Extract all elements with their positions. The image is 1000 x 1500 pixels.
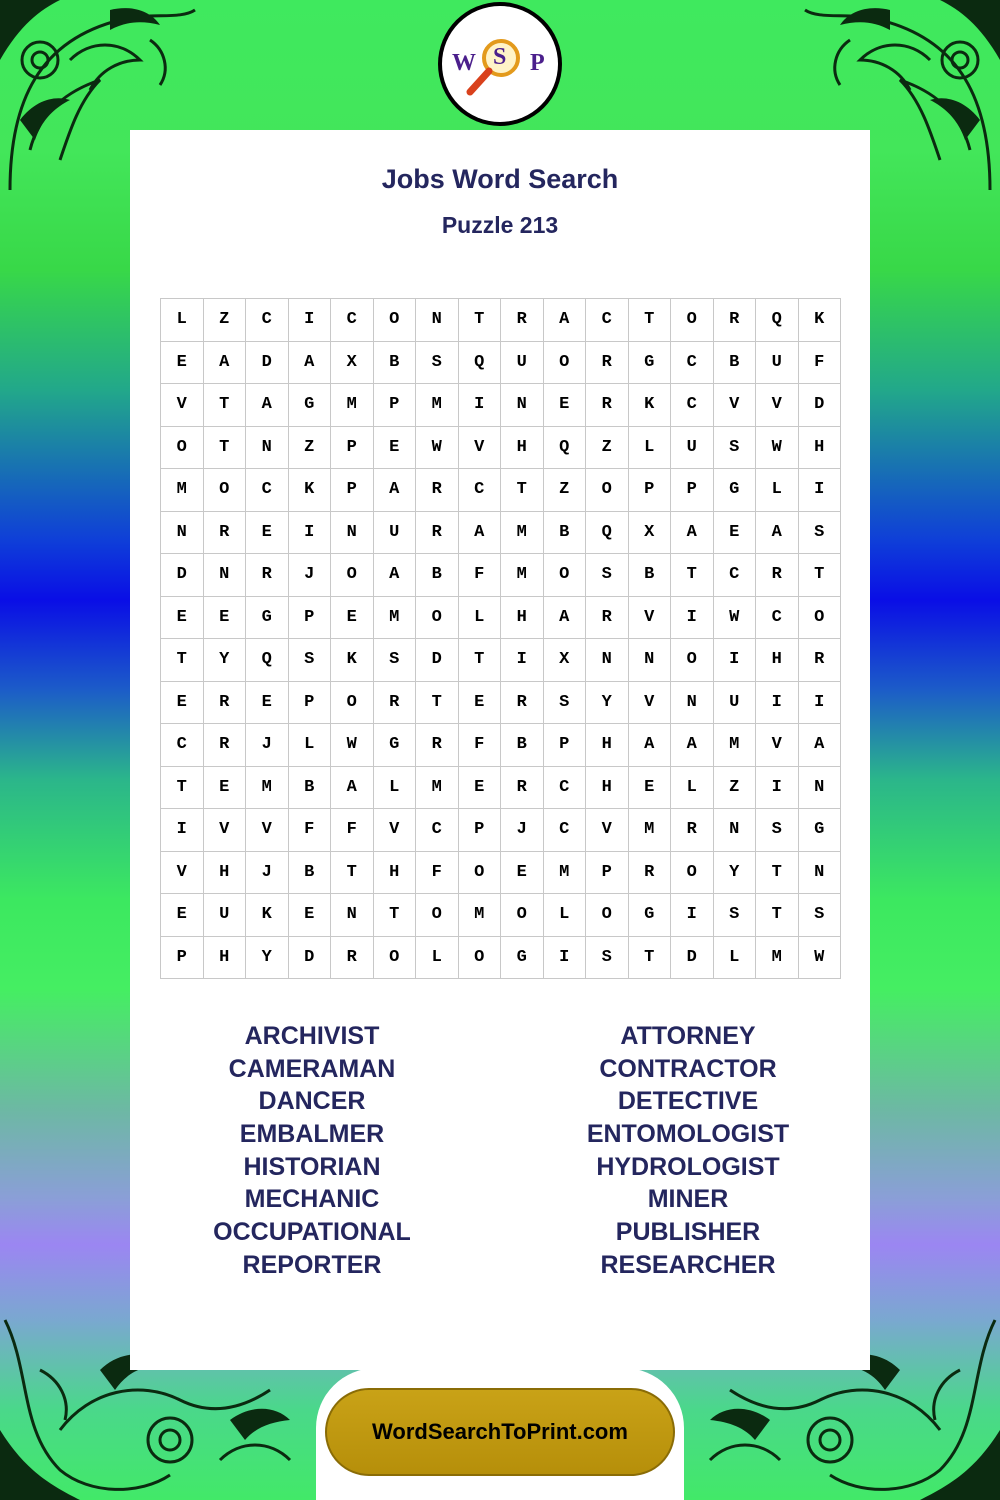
grid-cell[interactable]: A	[544, 597, 587, 640]
grid-cell[interactable]: L	[756, 469, 799, 512]
word-list-item: PUBLISHER	[615, 1218, 761, 1247]
grid-cell[interactable]: D	[671, 937, 714, 980]
grid-cell[interactable]: V	[586, 809, 629, 852]
grid-cell[interactable]: R	[204, 724, 247, 767]
grid-cell[interactable]: H	[756, 639, 799, 682]
grid-cell[interactable]: Q	[246, 639, 289, 682]
grid-cell[interactable]: O	[544, 554, 587, 597]
grid-cell[interactable]: L	[416, 937, 459, 980]
grid-cell[interactable]: O	[374, 299, 417, 342]
grid-cell[interactable]: A	[459, 512, 502, 555]
grid-cell[interactable]: H	[586, 767, 629, 810]
grid-cell[interactable]: C	[246, 299, 289, 342]
grid-cell[interactable]: A	[756, 512, 799, 555]
grid-cell[interactable]: N	[331, 512, 374, 555]
grid-cell[interactable]: B	[289, 852, 332, 895]
grid-cell[interactable]: E	[161, 342, 204, 385]
grid-cell[interactable]: W	[714, 597, 757, 640]
grid-cell[interactable]: I	[756, 767, 799, 810]
grid-cell[interactable]: O	[671, 639, 714, 682]
grid-cell[interactable]: C	[544, 809, 587, 852]
grid-cell[interactable]: M	[501, 512, 544, 555]
grid-cell[interactable]: I	[671, 894, 714, 937]
grid-cell[interactable]: M	[416, 384, 459, 427]
grid-cell[interactable]: Q	[459, 342, 502, 385]
grid-cell[interactable]: E	[204, 597, 247, 640]
grid-cell[interactable]: L	[544, 894, 587, 937]
grid-cell[interactable]: E	[629, 767, 672, 810]
grid-cell[interactable]: P	[671, 469, 714, 512]
grid-cell[interactable]: T	[331, 852, 374, 895]
grid-cell[interactable]: S	[714, 427, 757, 470]
grid-cell[interactable]: A	[331, 767, 374, 810]
grid-cell[interactable]: T	[459, 299, 502, 342]
grid-cell[interactable]: R	[629, 852, 672, 895]
grid-cell[interactable]: G	[629, 342, 672, 385]
grid-cell[interactable]: O	[544, 342, 587, 385]
grid-cell[interactable]: N	[161, 512, 204, 555]
grid-cell[interactable]: T	[671, 554, 714, 597]
grid-cell[interactable]: U	[374, 512, 417, 555]
grid-cell[interactable]: R	[204, 682, 247, 725]
grid-cell[interactable]: K	[246, 894, 289, 937]
grid-cell[interactable]: B	[289, 767, 332, 810]
grid-cell[interactable]: V	[756, 724, 799, 767]
grid-cell[interactable]: Z	[204, 299, 247, 342]
grid-cell[interactable]: Q	[544, 427, 587, 470]
grid-cell[interactable]: U	[714, 682, 757, 725]
grid-cell[interactable]: E	[161, 894, 204, 937]
grid-cell[interactable]: D	[799, 384, 842, 427]
grid-cell[interactable]: N	[204, 554, 247, 597]
grid-cell[interactable]: O	[459, 852, 502, 895]
grid-cell[interactable]: X	[331, 342, 374, 385]
grid-cell[interactable]: I	[799, 682, 842, 725]
grid-cell[interactable]: O	[799, 597, 842, 640]
grid-cell[interactable]: R	[671, 809, 714, 852]
grid-cell[interactable]: U	[671, 427, 714, 470]
grid-cell[interactable]: O	[161, 427, 204, 470]
grid-cell[interactable]: E	[544, 384, 587, 427]
grid-cell[interactable]: N	[586, 639, 629, 682]
grid-cell[interactable]: C	[416, 809, 459, 852]
grid-cell[interactable]: N	[714, 809, 757, 852]
grid-cell[interactable]: O	[671, 852, 714, 895]
grid-cell[interactable]: N	[671, 682, 714, 725]
grid-cell[interactable]: C	[586, 299, 629, 342]
grid-cell[interactable]: B	[544, 512, 587, 555]
grid-cell[interactable]: N	[331, 894, 374, 937]
grid-cell[interactable]: W	[756, 427, 799, 470]
grid-cell[interactable]: B	[629, 554, 672, 597]
word-list-item: OCCUPATIONAL	[213, 1218, 411, 1247]
grid-cell[interactable]: H	[501, 427, 544, 470]
grid-cell[interactable]: J	[246, 852, 289, 895]
grid-cell[interactable]: C	[671, 342, 714, 385]
grid-cell[interactable]: W	[331, 724, 374, 767]
grid-cell[interactable]: P	[331, 427, 374, 470]
grid-cell[interactable]: I	[714, 639, 757, 682]
grid-cell[interactable]: S	[586, 937, 629, 980]
grid-cell[interactable]: F	[459, 724, 502, 767]
grid-cell[interactable]: X	[629, 512, 672, 555]
grid-cell[interactable]: N	[416, 299, 459, 342]
grid-cell[interactable]: A	[204, 342, 247, 385]
grid-cell[interactable]: M	[459, 894, 502, 937]
grid-cell[interactable]: Y	[246, 937, 289, 980]
grid-cell[interactable]: F	[416, 852, 459, 895]
grid-cell[interactable]: B	[416, 554, 459, 597]
grid-cell[interactable]: V	[629, 597, 672, 640]
grid-cell[interactable]: V	[161, 852, 204, 895]
grid-cell[interactable]: I	[756, 682, 799, 725]
grid-cell[interactable]: B	[714, 342, 757, 385]
grid-cell[interactable]: S	[714, 894, 757, 937]
grid-cell[interactable]: G	[799, 809, 842, 852]
grid-cell[interactable]: R	[416, 724, 459, 767]
grid-cell[interactable]: R	[586, 597, 629, 640]
grid-cell[interactable]: I	[671, 597, 714, 640]
grid-cell[interactable]: E	[459, 682, 502, 725]
grid-cell[interactable]: I	[289, 512, 332, 555]
grid-cell[interactable]: A	[289, 342, 332, 385]
grid-cell[interactable]: H	[374, 852, 417, 895]
grid-cell[interactable]: M	[714, 724, 757, 767]
word-list-item: DETECTIVE	[617, 1087, 759, 1116]
grid-cell[interactable]: W	[416, 427, 459, 470]
grid-cell[interactable]: L	[374, 767, 417, 810]
logo-letter-s: S	[493, 44, 507, 70]
page-title: Jobs Word Search	[381, 164, 619, 194]
grid-cell[interactable]: S	[374, 639, 417, 682]
grid-cell[interactable]: V	[246, 809, 289, 852]
grid-cell[interactable]: I	[459, 384, 502, 427]
grid-cell[interactable]: A	[799, 724, 842, 767]
grid-cell[interactable]: O	[331, 554, 374, 597]
grid-cell[interactable]: T	[416, 682, 459, 725]
grid-cell[interactable]: L	[714, 937, 757, 980]
grid-cell[interactable]: O	[586, 894, 629, 937]
grid-cell[interactable]: S	[586, 554, 629, 597]
grid-cell[interactable]: H	[204, 852, 247, 895]
grid-cell[interactable]: V	[374, 809, 417, 852]
grid-cell[interactable]: R	[416, 512, 459, 555]
grid-cell[interactable]: S	[289, 639, 332, 682]
grid-cell[interactable]: R	[416, 469, 459, 512]
grid-cell[interactable]: K	[331, 639, 374, 682]
grid-cell[interactable]: K	[799, 299, 842, 342]
word-list-left	[162, 1020, 462, 1282]
grid-cell[interactable]: I	[799, 469, 842, 512]
grid-cell[interactable]: E	[331, 597, 374, 640]
grid-cell[interactable]: P	[544, 724, 587, 767]
grid-cell[interactable]: L	[629, 427, 672, 470]
grid-cell[interactable]: O	[204, 469, 247, 512]
letter-grid	[160, 298, 841, 979]
grid-cell[interactable]: M	[501, 554, 544, 597]
grid-cell[interactable]: C	[331, 299, 374, 342]
grid-cell[interactable]: F	[289, 809, 332, 852]
word-list-item: ENTOMOLOGIST	[586, 1120, 790, 1149]
grid-cell[interactable]: V	[459, 427, 502, 470]
grid-cell[interactable]: T	[459, 639, 502, 682]
grid-cell[interactable]: H	[204, 937, 247, 980]
grid-cell[interactable]: V	[756, 384, 799, 427]
grid-cell[interactable]: N	[799, 767, 842, 810]
grid-cell[interactable]: O	[671, 299, 714, 342]
grid-cell[interactable]: C	[714, 554, 757, 597]
grid-cell[interactable]: H	[586, 724, 629, 767]
grid-cell[interactable]: U	[756, 342, 799, 385]
grid-cell[interactable]: A	[544, 299, 587, 342]
grid-cell[interactable]: Q	[756, 299, 799, 342]
grid-cell[interactable]: T	[629, 299, 672, 342]
logo-badge	[442, 6, 558, 122]
grid-cell[interactable]: F	[331, 809, 374, 852]
grid-cell[interactable]: A	[374, 554, 417, 597]
grid-cell[interactable]: F	[459, 554, 502, 597]
grid-cell[interactable]: M	[544, 852, 587, 895]
grid-cell[interactable]: E	[501, 852, 544, 895]
grid-cell[interactable]: T	[799, 554, 842, 597]
grid-cell[interactable]: Q	[586, 512, 629, 555]
logo-letter-w: W	[452, 50, 476, 76]
grid-cell[interactable]: C	[246, 469, 289, 512]
grid-cell[interactable]: N	[799, 852, 842, 895]
grid-cell[interactable]: S	[416, 342, 459, 385]
grid-cell[interactable]: C	[161, 724, 204, 767]
grid-cell[interactable]: A	[671, 724, 714, 767]
grid-cell[interactable]: Y	[204, 639, 247, 682]
grid-cell[interactable]: M	[374, 597, 417, 640]
grid-cell[interactable]: R	[246, 554, 289, 597]
grid-cell[interactable]: G	[629, 894, 672, 937]
grid-cell[interactable]: U	[204, 894, 247, 937]
grid-cell[interactable]: P	[629, 469, 672, 512]
grid-cell[interactable]: T	[204, 384, 247, 427]
logo-letter-p: P	[530, 50, 545, 76]
grid-cell[interactable]: V	[161, 384, 204, 427]
grid-cell[interactable]: M	[246, 767, 289, 810]
grid-cell[interactable]: P	[586, 852, 629, 895]
grid-cell[interactable]: K	[629, 384, 672, 427]
grid-cell[interactable]: E	[714, 512, 757, 555]
grid-cell[interactable]: R	[501, 682, 544, 725]
grid-cell[interactable]: R	[501, 299, 544, 342]
grid-cell[interactable]: A	[629, 724, 672, 767]
grid-cell[interactable]: T	[756, 894, 799, 937]
site-logo[interactable]	[438, 2, 562, 126]
grid-cell[interactable]: E	[161, 682, 204, 725]
grid-cell[interactable]: V	[629, 682, 672, 725]
grid-cell[interactable]: V	[204, 809, 247, 852]
grid-cell[interactable]: J	[289, 554, 332, 597]
grid-cell[interactable]: P	[289, 682, 332, 725]
grid-cell[interactable]: N	[629, 639, 672, 682]
grid-cell[interactable]: Y	[714, 852, 757, 895]
grid-cell[interactable]: C	[671, 384, 714, 427]
website-button[interactable]: WordSearchToPrint.com	[325, 1388, 675, 1476]
grid-cell[interactable]: B	[501, 724, 544, 767]
grid-cell[interactable]: C	[459, 469, 502, 512]
grid-cell[interactable]: O	[501, 894, 544, 937]
word-list-item: DANCER	[258, 1087, 366, 1116]
grid-cell[interactable]: M	[629, 809, 672, 852]
grid-cell[interactable]: T	[756, 852, 799, 895]
grid-cell[interactable]: T	[204, 427, 247, 470]
grid-cell[interactable]: L	[289, 724, 332, 767]
grid-cell[interactable]: X	[544, 639, 587, 682]
grid-cell[interactable]: H	[799, 427, 842, 470]
grid-cell[interactable]: R	[586, 342, 629, 385]
grid-cell[interactable]: C	[756, 597, 799, 640]
grid-cell[interactable]: R	[714, 299, 757, 342]
grid-cell[interactable]: T	[501, 469, 544, 512]
grid-cell[interactable]: E	[246, 512, 289, 555]
grid-cell[interactable]: M	[756, 937, 799, 980]
grid-cell[interactable]: G	[246, 597, 289, 640]
grid-cell[interactable]: G	[289, 384, 332, 427]
grid-cell[interactable]: P	[161, 937, 204, 980]
word-list-item: MINER	[647, 1185, 729, 1214]
puzzle-number: Puzzle 213	[441, 212, 559, 238]
grid-cell[interactable]: R	[204, 512, 247, 555]
grid-cell[interactable]: S	[799, 512, 842, 555]
word-list-right	[538, 1020, 838, 1282]
word-list-item: ATTORNEY	[620, 1022, 756, 1050]
grid-cell[interactable]: O	[331, 682, 374, 725]
grid-cell[interactable]: P	[459, 809, 502, 852]
grid-cell[interactable]: P	[289, 597, 332, 640]
grid-cell[interactable]: Y	[586, 682, 629, 725]
puzzle-sheet	[130, 130, 870, 1370]
grid-cell[interactable]: E	[246, 682, 289, 725]
grid-cell[interactable]: M	[331, 384, 374, 427]
grid-cell[interactable]: E	[289, 894, 332, 937]
grid-cell[interactable]: F	[799, 342, 842, 385]
grid-cell[interactable]: N	[246, 427, 289, 470]
grid-cell[interactable]: E	[204, 767, 247, 810]
grid-cell[interactable]: B	[374, 342, 417, 385]
grid-cell[interactable]: O	[459, 937, 502, 980]
grid-cell[interactable]: T	[374, 894, 417, 937]
grid-cell[interactable]: S	[544, 682, 587, 725]
grid-cell[interactable]: J	[246, 724, 289, 767]
grid-cell[interactable]: V	[714, 384, 757, 427]
grid-cell[interactable]: P	[374, 384, 417, 427]
grid-cell[interactable]: G	[714, 469, 757, 512]
grid-cell[interactable]: J	[501, 809, 544, 852]
word-list-item: HYDROLOGIST	[596, 1152, 780, 1181]
word-list-item: REPORTER	[242, 1250, 382, 1279]
word-list-item: ARCHIVIST	[244, 1022, 380, 1050]
grid-cell[interactable]: I	[501, 639, 544, 682]
grid-cell[interactable]: Z	[586, 427, 629, 470]
grid-cell[interactable]: A	[374, 469, 417, 512]
grid-cell[interactable]: A	[246, 384, 289, 427]
grid-cell[interactable]: Z	[544, 469, 587, 512]
grid-cell[interactable]: L	[161, 299, 204, 342]
grid-cell[interactable]: R	[756, 554, 799, 597]
grid-cell[interactable]: K	[289, 469, 332, 512]
grid-cell[interactable]: T	[629, 937, 672, 980]
grid-cell[interactable]: T	[161, 767, 204, 810]
grid-cell[interactable]: M	[161, 469, 204, 512]
word-list-item: CAMERAMAN	[228, 1054, 396, 1083]
grid-cell[interactable]: S	[799, 894, 842, 937]
word-list-item: MECHANIC	[244, 1185, 380, 1214]
grid-cell[interactable]: I	[544, 937, 587, 980]
grid-cell[interactable]: H	[501, 597, 544, 640]
grid-cell[interactable]: S	[756, 809, 799, 852]
grid-cell[interactable]: P	[331, 469, 374, 512]
grid-cell[interactable]: G	[374, 724, 417, 767]
grid-cell[interactable]: R	[331, 937, 374, 980]
grid-cell[interactable]: A	[671, 512, 714, 555]
grid-cell[interactable]: R	[586, 384, 629, 427]
grid-cell[interactable]: L	[671, 767, 714, 810]
word-list-item: HISTORIAN	[243, 1152, 381, 1181]
grid-cell[interactable]: O	[586, 469, 629, 512]
grid-cell[interactable]: G	[501, 937, 544, 980]
word-list-item: RESEARCHER	[600, 1250, 776, 1279]
grid-cell[interactable]: W	[799, 937, 842, 980]
grid-cell[interactable]: C	[544, 767, 587, 810]
grid-cell[interactable]: O	[374, 937, 417, 980]
grid-cell[interactable]: D	[416, 639, 459, 682]
grid-cell[interactable]: R	[799, 639, 842, 682]
grid-cell[interactable]: R	[501, 767, 544, 810]
grid-cell[interactable]: D	[161, 554, 204, 597]
grid-cell[interactable]: D	[289, 937, 332, 980]
grid-cell[interactable]: E	[161, 597, 204, 640]
word-list-item: EMBALMER	[239, 1120, 385, 1149]
grid-cell[interactable]: E	[374, 427, 417, 470]
grid-cell[interactable]: D	[246, 342, 289, 385]
grid-cell[interactable]: E	[459, 767, 502, 810]
word-list-item: CONTRACTOR	[599, 1054, 777, 1083]
grid-cell[interactable]: U	[501, 342, 544, 385]
grid-cell[interactable]: O	[416, 894, 459, 937]
grid-cell[interactable]: R	[374, 682, 417, 725]
grid-cell[interactable]: Z	[289, 427, 332, 470]
grid-cell[interactable]: T	[161, 639, 204, 682]
grid-cell[interactable]: O	[416, 597, 459, 640]
grid-cell[interactable]: Z	[714, 767, 757, 810]
grid-cell[interactable]: L	[459, 597, 502, 640]
grid-cell[interactable]: I	[161, 809, 204, 852]
grid-cell[interactable]: I	[289, 299, 332, 342]
grid-cell[interactable]: M	[416, 767, 459, 810]
grid-cell[interactable]: N	[501, 384, 544, 427]
